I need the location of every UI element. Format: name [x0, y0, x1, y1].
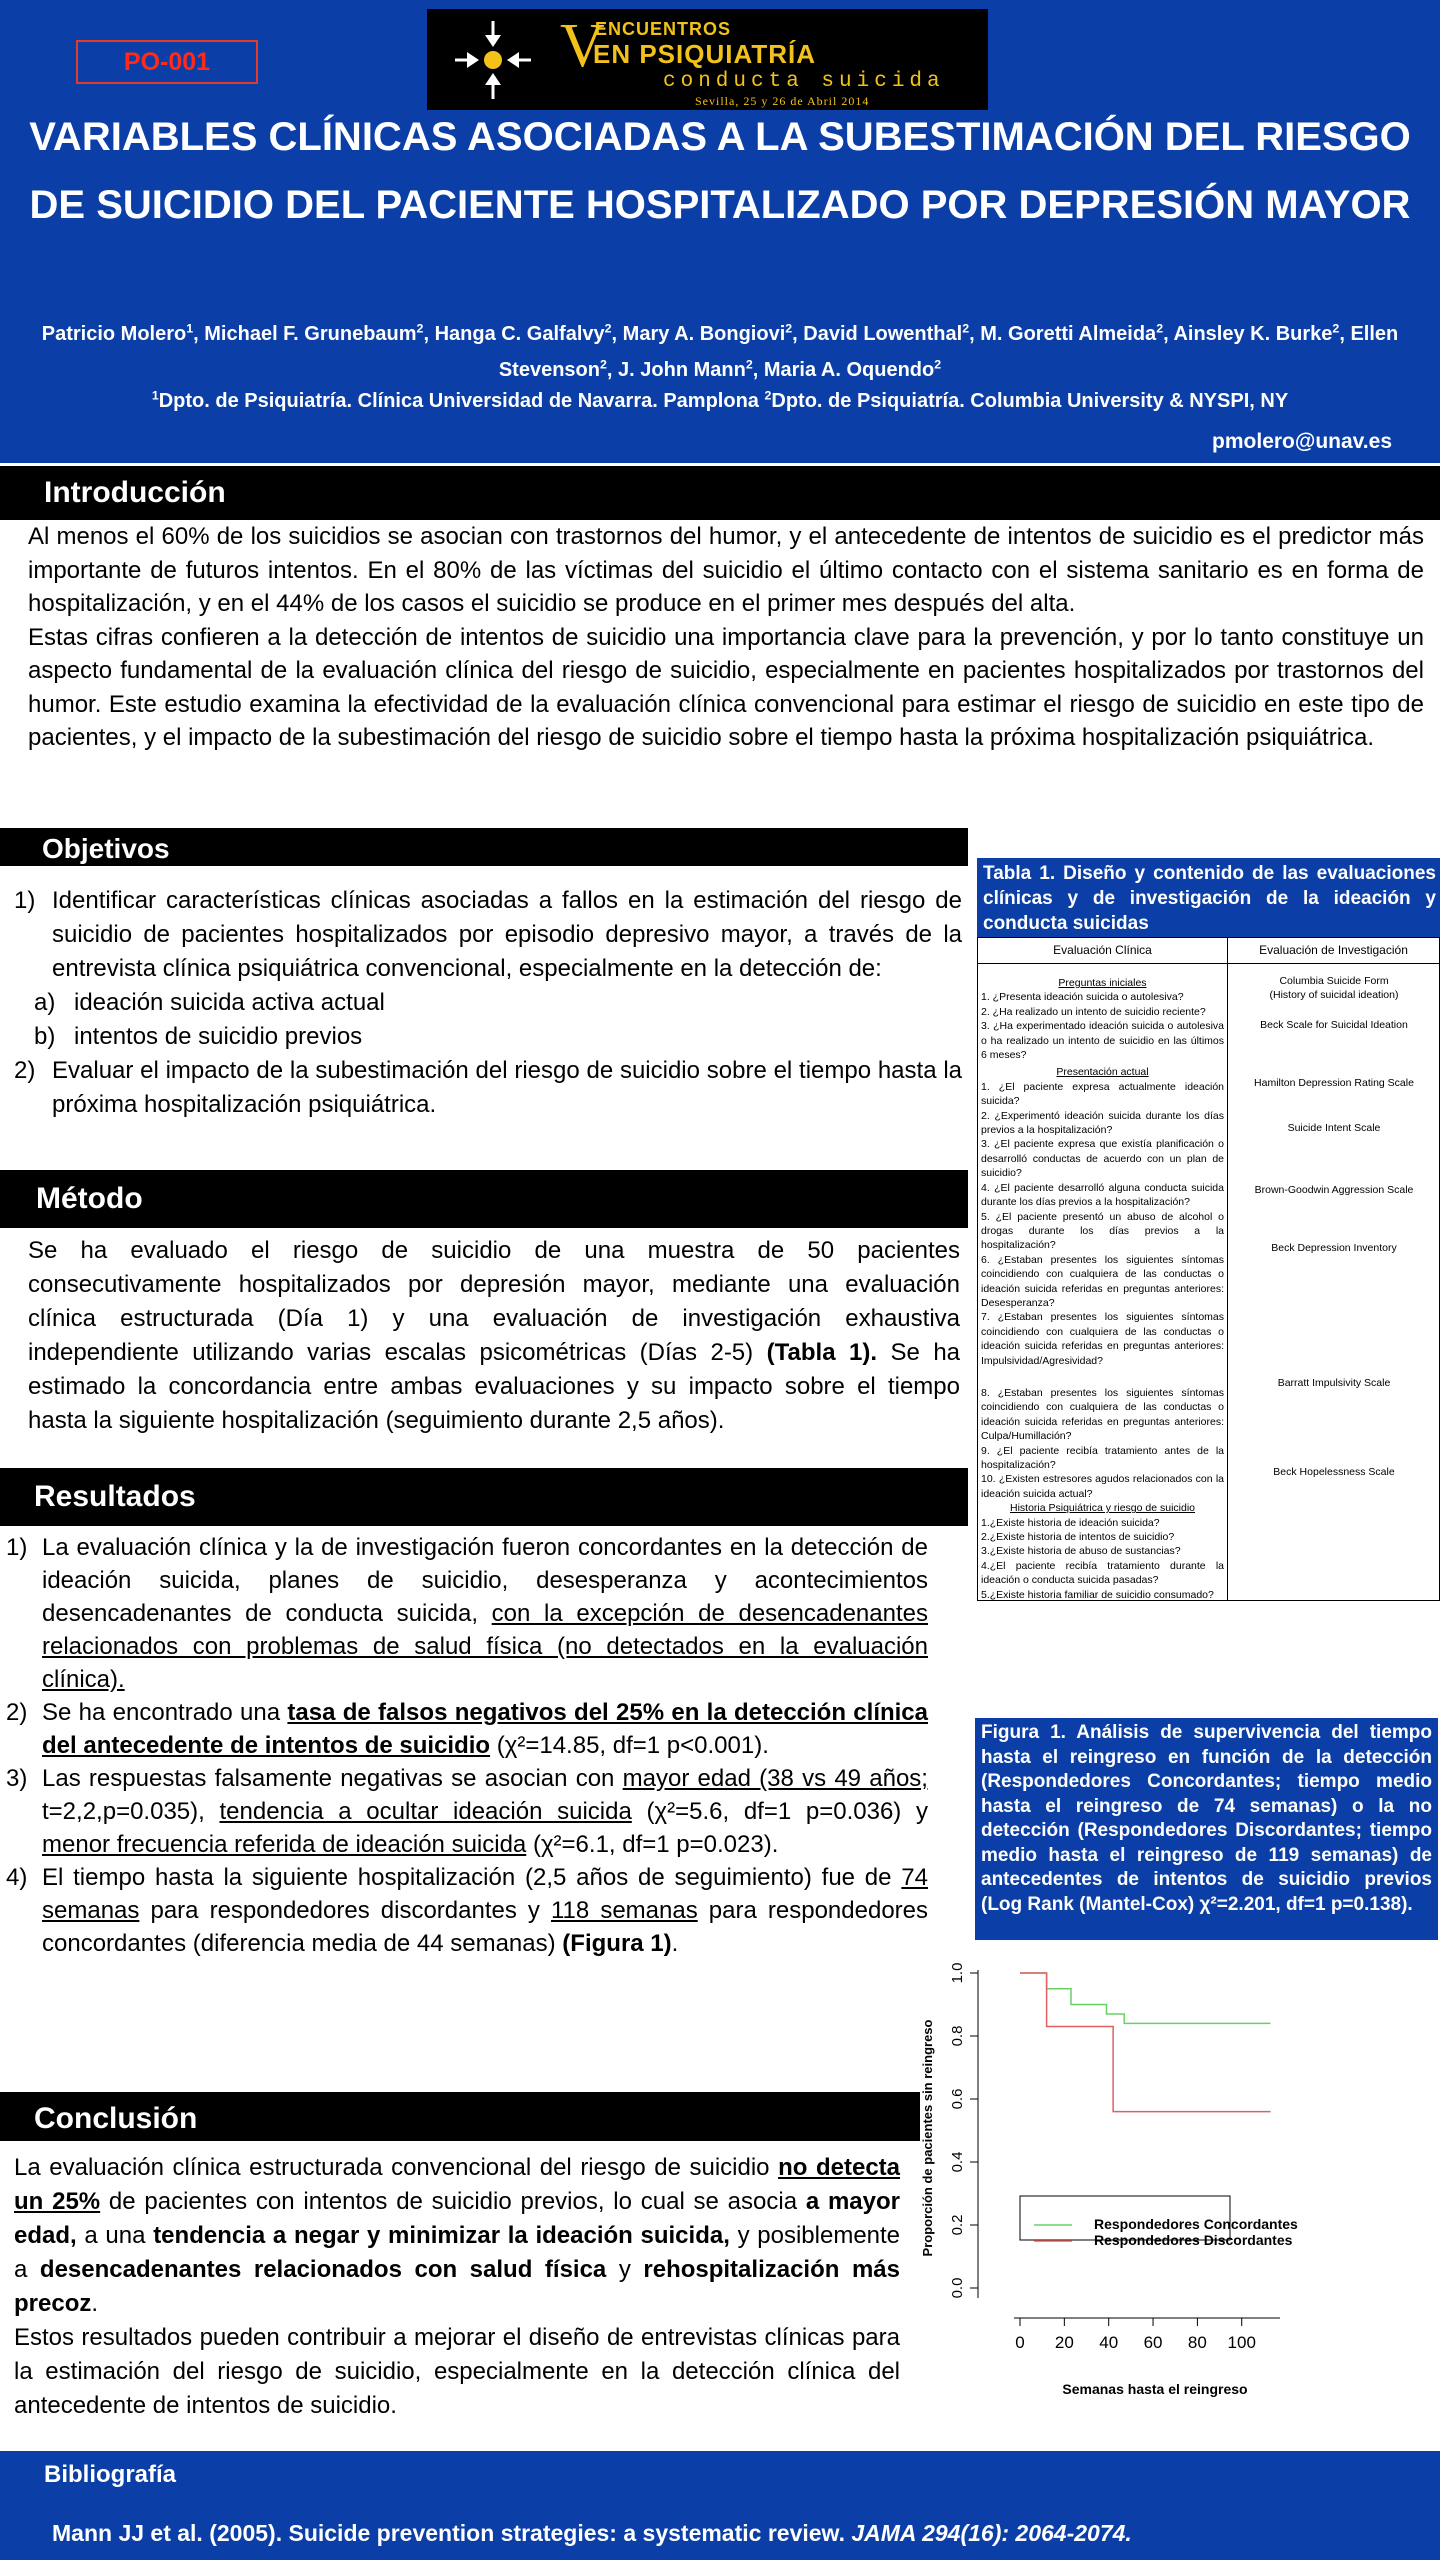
logo-line-2: EN PSIQUIATRÍA: [593, 39, 816, 69]
resultados-list: [6, 1531, 928, 1960]
section-header-resultados: Resultados: [0, 1468, 968, 1526]
conclusion-text: [14, 2151, 900, 2423]
table-question: 2. ¿Ha realizado un intento de suicidio reciente?: [981, 1005, 1206, 1018]
section-header-intro: Introducción: [0, 466, 1440, 520]
objective-subitem: b) intentos de suicidio previos: [34, 1023, 363, 1050]
y-tick-label: 1.0: [949, 1962, 966, 1984]
result-item: 2) Se ha encontrado una tasa de falsos negativos del 25% en la detección clínica del antecedente de intentos de suicidio (χ²=14.85, df=1 p<0.001).: [6, 1699, 929, 1759]
legend-label-discordantes: Respondedores Discordantes: [1094, 2232, 1293, 2248]
bibliography-reference: Mann JJ et al. (2005). Suicide prevention strategies: a systematic review. JAMA 294(16): 2064-2074.: [52, 2520, 1132, 2546]
intro-text: [28, 520, 1424, 755]
table-question: 2. ¿Experimentó ideación suicida durante los días previos a la hospitalización?: [981, 1109, 1224, 1137]
table-section-label: Historia Psiquiátrica y riesgo de suicidio: [1010, 1502, 1195, 1515]
table-section-label: Preguntas iniciales: [1058, 977, 1147, 989]
x-axis-label: Semanas hasta el reingreso: [1062, 2381, 1248, 2397]
y-tick-label: 0.8: [949, 2025, 966, 2047]
table-header-clinical: Evaluación Clínica: [1053, 943, 1152, 957]
author: Hanga C. Galfalvy$^2$: [434, 321, 612, 345]
author: Mary A. Bongiovi$^2$: [622, 321, 793, 345]
table-header-research: Evaluación de Investigación: [1259, 943, 1408, 957]
author: J. John Mann$^2$: [618, 357, 753, 381]
table-scale: Hamilton Depression Rating Scale: [1254, 1077, 1414, 1089]
author: David Lowenthal$^2$: [803, 321, 970, 345]
conclusion-paragraph-2: Estos resultados pueden contribuir a mejorar el diseño de entrevistas clínicas para la estimación del riesgo de suicidio, especialmente en la detección clínica del antecedente de intentos de suicidio.: [14, 2324, 900, 2419]
logo-line-1: ENCUENTROS: [595, 19, 732, 39]
author: Maria A. Oquendo$^2$: [763, 357, 942, 381]
table-question: 3. ¿El paciente expresa que existía planificación o desarrolló conductas de acuerdo con un plan de suicidio?: [981, 1138, 1224, 1180]
table-header-divider: [978, 963, 1439, 964]
y-tick-label: 0.0: [949, 2277, 966, 2299]
x-tick-label: 60: [1143, 2333, 1163, 2352]
y-tick-label: 0.2: [949, 2214, 966, 2236]
table-scale: Columbia Suicide Form (History of suicidal ideation): [1269, 975, 1399, 1001]
contact-email[interactable]: pmolero@unav.es: [1212, 430, 1392, 453]
table-scale: Suicide Intent Scale: [1287, 1122, 1381, 1134]
table-title: Tabla 1. Diseño y contenido de las evaluaciones clínicas y de investigación de la ideación y conducta suicidas: [977, 858, 1440, 937]
objetivos-list: [12, 884, 962, 1122]
objective-subitem: a) ideación suicida activa actual: [34, 989, 385, 1016]
y-tick-label: 0.6: [949, 2088, 966, 2110]
intro-paragraph-1: Al menos el 60% de los suicidios se asocian con trastornos del humor, y el antecedente de intentos de suicidio es el predictor más importante de futuros intentos. En el 80% de las víctimas del suicidio el último contacto con el sistema sanitario es en forma de hospitalización, y en el 44% de los casos el suicidio se produce en el primer mes después del alta.: [28, 523, 1424, 617]
table-question: 3. ¿Ha experimentado ideación suicida o autolesiva o ha realizado un intento de suicidio en las últimos 6 meses?: [981, 1020, 1224, 1062]
author: Ellen Stevenson$^2$: [498, 323, 1399, 381]
congress-logo: [427, 9, 988, 110]
table-question: 5. ¿El paciente presentó un abuso de alcohol o drogas durante los días previos a la hospitalización?: [981, 1210, 1224, 1252]
x-tick-label: 40: [1099, 2333, 1119, 2352]
x-tick-label: 100: [1227, 2333, 1256, 2352]
figure-caption: Figura 1. Análisis de supervivencia del tiempo hasta el reingreso en función de la detección (Respondedores Concordantes; tiempo medio hasta el reingreso de 74 semanas) o la no detección (Respondedores Discordantes; tiempo medio hasta el reingreso de 119 semanas) de antecedentes de intentos de suicidio previos (Log Rank (Mantel-Cox) χ²=2.201, df=1 p=0.138).: [975, 1718, 1438, 1940]
metodo-text: Se ha evaluado el riesgo de suicidio de una muestra de 50 pacientes consecutivamente hospitalizados por depresión mayor, mediante una evaluación clínica estructurada (Día 1) y una evaluación de investigación exhaustiva independiente utilizando varias escalas psicométricas (Días 2-5) (Tabla 1). Se ha estimado la concordancia entre ambas evaluaciones y su impacto sobre el tiempo hasta la siguiente hospitalización (seguimiento durante 2,5 años).: [28, 1237, 961, 1434]
section-header-bibliografia: Bibliografía: [44, 2461, 177, 2488]
objective-item: 1) Identificar características clínicas asociadas a fallos en la estimación del riesgo de suicidio de pacientes hospitalizados por episodio depresivo mayor, a través de la entrevista clínica psiquiátrica convencional, especialmente en la detección de:: [14, 887, 962, 982]
y-tick-label: 0.4: [949, 2151, 966, 2173]
table-question: 4. ¿El paciente desarrolló alguna conducta suicida durante los días previos a la hospitalización?: [981, 1181, 1224, 1209]
section-header-metodo: Método: [0, 1170, 968, 1228]
logo-line-4: Sevilla, 25 y 26 de Abril 2014: [695, 94, 870, 108]
table-scale: Brown-Goodwin Aggression Scale: [1254, 1184, 1414, 1196]
result-item: 3) Las respuestas falsamente negativas se asocian con mayor edad (38 vs 49 años; t=2,2,p=0.035), tendencia a ocultar ideación suicida (χ²=5.6, df=1 p=0.036) y menor frecuencia referida de ideación suicida (χ²=6.1, df=1 p=0.023).: [6, 1765, 928, 1858]
table-scale: Beck Hopelessness Scale: [1273, 1466, 1395, 1478]
table-section-label: Presentación actual: [1056, 1066, 1149, 1079]
poster-code: PO-001: [76, 40, 258, 84]
table-scale: Beck Scale for Suicidal Ideation: [1260, 1019, 1408, 1031]
table-question: 8. ¿Estaban presentes los siguientes síntomas coincidiendo con cualquiera de las conductas o ideación suicida referidas en preguntas anteriores: Culpa/Humillación?: [981, 1386, 1224, 1443]
x-tick-label: 20: [1054, 2333, 1074, 2352]
y-axis-label: Proporción de pacientes sin reingreso: [920, 2019, 935, 2257]
series-line-discordantes: [1020, 1973, 1271, 2112]
survival-chart: [920, 1948, 1440, 2408]
table-clinical-column: [981, 968, 1224, 1602]
design-table: [977, 937, 1440, 1601]
logo-line-3: conducta suicida: [663, 70, 945, 93]
table-question: 2.¿Existe historia de intentos de suicidio?: [981, 1531, 1175, 1544]
table-question: 10. ¿Existen estresores agudos relacionados con la ideación suicida actual?: [981, 1473, 1224, 1500]
table-question: 9. ¿El paciente recibía tratamiento antes de la hospitalización?: [981, 1444, 1224, 1471]
legend-label-concordantes: Respondedores Concordantes: [1094, 2216, 1298, 2232]
table-scale: Barratt Impulsivity Scale: [1277, 1377, 1391, 1389]
result-item: 1) La evaluación clínica y la de investigación fueron concordantes en la detección de ideación suicida, planes de suicidio, desesperanza y acontecimientos desencadenantes de conducta suicida, con la excepción de desencadenantes relacionados con problemas de salud física (no detectados en la evaluación clínica).: [6, 1534, 928, 1693]
series-line-concordantes: [1020, 1973, 1271, 2023]
table-question: 1.¿Existe historia de ideación suicida?: [981, 1516, 1160, 1529]
logo-roman-numeral: V: [560, 12, 605, 80]
table-column-divider: [1227, 938, 1228, 1600]
conclusion-paragraph-1: La evaluación clínica estructurada convencional del riesgo de suicidio no detecta un 25% de pacientes con intentos de suicidio previos, lo cual se asocia a mayor edad, a una tendencia a negar y minimizar la ideación suicida, y posiblemente a desencadenantes relacionados con salud física y rehospitalización más precoz.: [14, 2154, 901, 2317]
poster-title: VARIABLES CLÍNICAS ASOCIADAS A LA SUBESTIMACIÓN DEL RIESGO DE SUICIDIO DEL PACIENTE HOSPITALIZADO POR DEPRESIÓN MAYOR: [29, 115, 1411, 227]
section-header-objetivos: Objetivos: [0, 828, 968, 866]
author: Michael F. Grunebaum$^2$: [204, 321, 424, 345]
author: M. Goretti Almeida$^2$: [980, 321, 1164, 345]
intro-paragraph-2: Estas cifras confieren a la detección de intentos de suicidio una importancia clave para la prevención, y por lo tanto constituye un aspecto fundamental de la evaluación clínica del riesgo de suicidio, especialmente en pacientes hospitalizados por trastornos del humor. Este estudio examina la efectividad de la evaluación clínica convencional para estimar el riesgo de suicidio en este tipo de pacientes, y el impacto de la subestimación del riesgo de suicidio sobre el tiempo hasta la próxima hospitalización psiquiátrica.: [28, 623, 1424, 751]
table-question: 1. ¿El paciente expresa actualmente ideación suicida?: [981, 1080, 1224, 1108]
author: Patricio Molero$^1$: [41, 321, 194, 345]
sun-arrows-icon: [449, 17, 537, 103]
table-question: 7. ¿Estaban presentes los siguientes síntomas coincidiendo con cualquiera de las conductas o ideación suicida referidas en preguntas anteriores: Impulsividad/Agresividad?: [981, 1311, 1224, 1367]
author-list: Patricio Molero$^1$, Michael F. Grunebaum$^2$, Hanga C. Galfalvy$^2$, Mary A. Bongiovi$^2$, David Lowenthal$^2$, M. Goretti Almeida$^2$, Ainsley K. Burke$^2$, Ellen Stevenson$^2$, J. John Mann$^2$, Maria A. Oquendo$^2$: [41, 321, 1399, 381]
table-question: 6. ¿Estaban presentes los siguientes síntomas coincidiendo con cualquiera de las conductas o ideación suicida referidas en preguntas anteriores: Desesperanza?: [981, 1253, 1224, 1309]
x-tick-label: 0: [1015, 2333, 1025, 2352]
objective-item: 2) Evaluar el impacto de la subestimación del riesgo de suicidio sobre el tiempo hasta la próxima hospitalización psiquiátrica.: [14, 1057, 962, 1118]
table-question: 3.¿Existe historia de abuso de sustancias?: [981, 1545, 1181, 1558]
x-tick-label: 80: [1187, 2333, 1207, 2352]
table-scale: Beck Depression Inventory: [1271, 1242, 1397, 1254]
table-question: 1. ¿Presenta ideación suicida o autolesiva?: [981, 991, 1184, 1004]
table-question: 5.¿Existe historia familiar de suicidio consumado?: [981, 1588, 1214, 1601]
author: Ainsley K. Burke$^2$: [1173, 321, 1340, 345]
affiliations: $^1$Dpto. de Psiquiatría. Clínica Universidad de Navarra. Pamplona $^2$Dpto. de Psiquiatría. Columbia University & NYSPI, NY: [151, 388, 1289, 412]
table-question: 4.¿El paciente recibía tratamiento durante la ideación o conducta suicida pasadas?: [981, 1559, 1224, 1587]
result-item: 4) El tiempo hasta la siguiente hospitalización (2,5 años de seguimiento) fue de 74 semanas para respondedores discordantes y 118 semanas para respondedores concordantes (diferencia media de 44 semanas) (Figura 1).: [6, 1864, 928, 1957]
section-header-conclusion: Conclusión: [0, 2092, 920, 2141]
